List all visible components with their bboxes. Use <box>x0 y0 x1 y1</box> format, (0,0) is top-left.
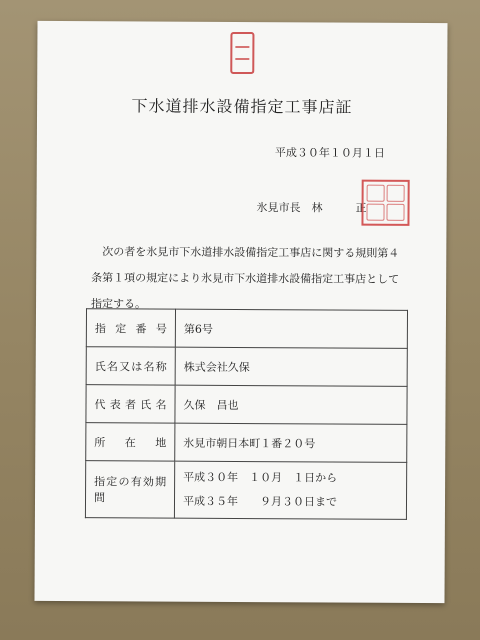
table-row <box>85 461 406 520</box>
certificate-body: 次の者を氷見市下水道排水設備指定工事店に関する規則第４条第１項の規定により氷見市下水道排水設備指定工事店として指定する。 <box>91 245 400 311</box>
row-value: 久保 昌也 <box>175 385 407 424</box>
row-label: 指定の有効期間 <box>85 461 174 518</box>
validity-from: 平成３０年 １０月 １日から <box>183 470 338 485</box>
details-table <box>85 308 408 520</box>
table-row <box>86 385 407 425</box>
table-row <box>86 347 407 387</box>
table-row <box>86 423 407 463</box>
row-label: 指定番号 <box>86 309 175 347</box>
top-seal-stamp-icon <box>230 32 254 74</box>
table-row <box>86 309 407 349</box>
row-label: 代表者氏名 <box>86 385 175 423</box>
issuer-name: 氷見市長 林 正 <box>256 201 367 215</box>
validity-value <box>174 461 406 519</box>
certificate-title: 下水道排水設備指定工事店証 <box>131 96 353 117</box>
validity-to: 平成３５年 ９月３０日まで <box>182 494 338 509</box>
row-value: 第6号 <box>175 309 407 348</box>
issue-date: 平成３０年１０月１日 <box>274 146 385 160</box>
row-value: 株式会社久保 <box>175 347 407 386</box>
row-label: 所在地 <box>86 423 175 461</box>
row-value: 氷見市朝日本町１番２０号 <box>175 423 407 462</box>
certificate-paper <box>34 21 447 603</box>
row-label: 氏名又は名称 <box>86 347 175 385</box>
mayor-seal-stamp-icon <box>361 180 409 226</box>
